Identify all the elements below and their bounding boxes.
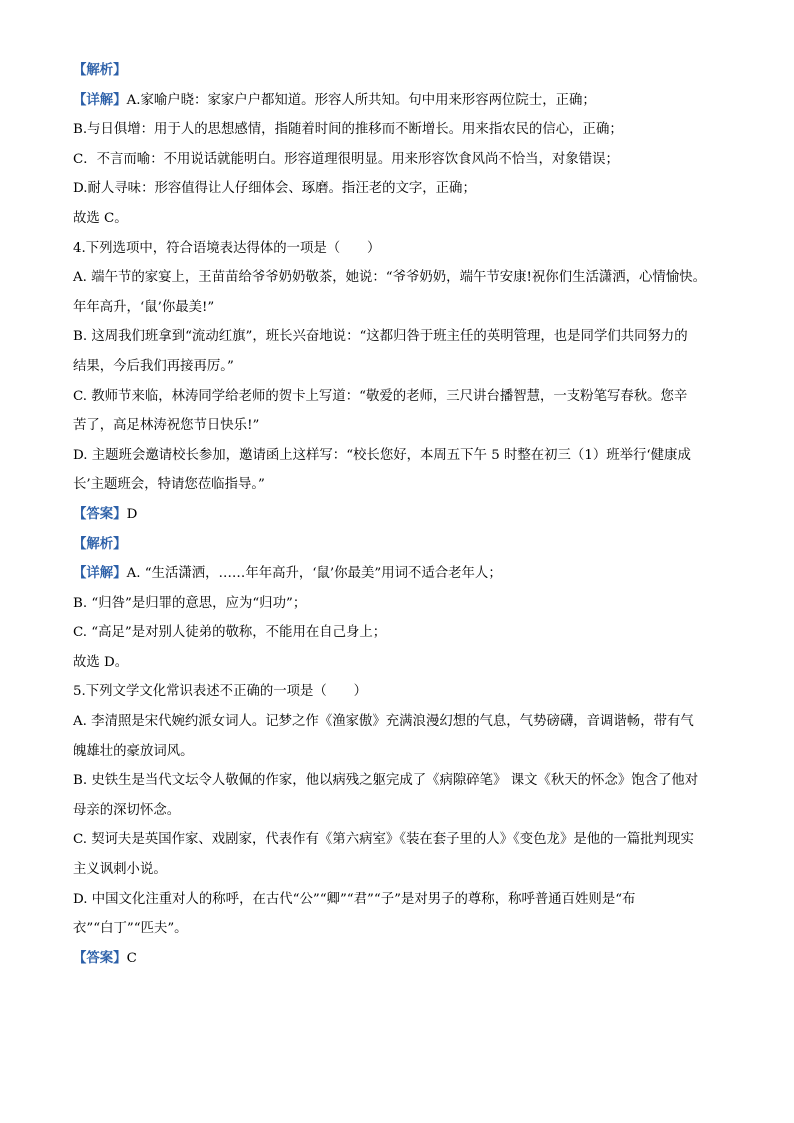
section-tag-label: 详解 xyxy=(86,92,114,108)
text-line: B. 史铁生是当代文坛令人敬佩的作家，他以病残之躯完成了《病隙碎笔》 课文《秋天的怀念》饱含了他对 xyxy=(73,773,699,789)
line-gap xyxy=(73,937,729,950)
tagged-line xyxy=(73,565,729,582)
line-gap xyxy=(73,493,729,506)
text-line: 母亲的深切怀念。 xyxy=(73,802,181,818)
section-heading xyxy=(73,62,729,79)
document-page xyxy=(73,62,729,967)
line-gap xyxy=(73,760,729,773)
text-line: C. 契诃夫是英国作家、戏剧家，代表作有《第六病室》《装在套子里的人》《变色龙》是他的一篇批判现实 xyxy=(73,832,694,848)
text-line: 魄雄壮的豪放词风。 xyxy=(73,743,194,759)
line-gap xyxy=(73,819,729,832)
section-tag: 【详解】 xyxy=(73,92,127,108)
section-tag-label: 答案 xyxy=(86,506,114,522)
tagged-line xyxy=(73,506,729,523)
text-line: 故选 D。 xyxy=(73,654,129,670)
tagged-line xyxy=(73,92,729,109)
line-text: A.家喻户晓：家家户户都知道。形容人所共知。句中用来形容两位院士，正确； xyxy=(126,92,596,108)
text-line: 5.下列文学文化常识表述不正确的一项是（ ） xyxy=(73,684,367,700)
section-tag: 【答案】 xyxy=(73,950,127,966)
tagged-line xyxy=(73,950,729,967)
text-line: C. 教师节来临，林涛同学给老师的贺卡上写道：“敬爱的老师，三尺讲台播智慧，一支粉笔写春秋。您辛 xyxy=(73,388,688,404)
line-text: A. “生活潇洒，……年年高升，‘鼠’你最美”用词不适合老年人； xyxy=(126,566,502,582)
line-gap xyxy=(73,908,729,921)
line-gap xyxy=(73,700,729,713)
line-gap xyxy=(73,553,729,566)
text-line: B.与日俱增：用于人的思想感情，指随着时间的推移而不断增长。用来指农民的信心，正确； xyxy=(73,122,623,138)
text-line: 结果，今后我们再接再厉。” xyxy=(73,358,234,374)
line-gap xyxy=(73,612,729,625)
text-line: 长’主题班会，特请您莅临指导。” xyxy=(73,477,265,493)
text-line: 年年高升，‘鼠’你最美!” xyxy=(73,299,215,315)
line-text: D xyxy=(126,506,138,522)
text-line: D. 中国文化注重对人的称呼，在古代“公”“卿”“君”“子”是对男子的尊称，称呼普通百姓则是“布 xyxy=(73,891,636,907)
text-line: 苦了，高足林涛祝您节日快乐!” xyxy=(73,418,260,434)
line-text: C xyxy=(126,950,137,966)
text-line: B. 这周我们班拿到“流动红旗”，班长兴奋地说：“这都归咎于班主任的英明管理，也是同学们共同努力的 xyxy=(73,329,688,345)
line-gap xyxy=(73,197,729,210)
section-tag: 【解析】 xyxy=(73,536,127,552)
text-line: 主义讽刺小说。 xyxy=(73,862,167,878)
line-gap xyxy=(73,316,729,329)
text-line: 故选 C。 xyxy=(73,210,128,226)
section-tag-label: 答案 xyxy=(86,950,114,966)
line-gap xyxy=(73,878,729,891)
line-gap xyxy=(73,79,729,92)
line-gap xyxy=(73,227,729,240)
line-gap xyxy=(73,138,729,151)
section-heading xyxy=(73,536,729,553)
line-gap xyxy=(73,641,729,654)
line-gap xyxy=(73,523,729,536)
section-tag-label: 解析 xyxy=(86,536,114,552)
line-gap xyxy=(73,405,729,418)
section-tag-label: 解析 xyxy=(86,63,114,78)
line-gap xyxy=(73,464,729,477)
line-gap xyxy=(73,789,729,802)
line-gap xyxy=(73,730,729,743)
line-gap xyxy=(73,345,729,358)
text-line: D.耐人寻味：形容值得让人仔细体会、琢磨。指汪老的文字，正确； xyxy=(73,181,476,197)
text-line: B. “归咎”是归罪的意思，应为“归功”； xyxy=(73,595,307,611)
line-gap xyxy=(73,257,729,270)
text-line: C．不言而喻：不用说话就能明白。形容道理很明显。用来形容饮食风尚不恰当，对象错误； xyxy=(73,151,619,167)
line-gap xyxy=(73,582,729,595)
text-line: D. 主题班会邀请校长参加，邀请函上这样写：“校长您好，本周五下午 5 时整在初三（1）班举行‘健康成 xyxy=(73,447,691,463)
text-line: A. 李清照是宋代婉约派女词人。记梦之作《渔家傲》充满浪漫幻想的气息，气势磅礴，音调谐畅，带有气 xyxy=(73,714,694,730)
line-gap xyxy=(73,286,729,299)
section-tag: 【解析】 xyxy=(73,63,127,78)
line-gap xyxy=(73,671,729,684)
text-line: C. “高足”是对别人徒弟的敬称，不能用在自己身上； xyxy=(73,625,387,641)
text-line: 衣”“白丁”“匹夫”。 xyxy=(73,921,188,937)
line-gap xyxy=(73,168,729,181)
text-line: 4.下列选项中，符合语境表达得体的一项是（ ） xyxy=(73,240,381,256)
text-line: A. 端午节的家宴上，王苗苗给爷爷奶奶敬茶，她说：“爷爷奶奶，端午节安康!祝你们生活潇洒，心情愉快。 xyxy=(73,270,706,286)
section-tag: 【答案】 xyxy=(73,506,127,522)
line-gap xyxy=(73,848,729,861)
section-tag: 【详解】 xyxy=(73,566,127,582)
section-tag-label: 详解 xyxy=(86,566,114,582)
line-gap xyxy=(73,375,729,388)
line-gap xyxy=(73,434,729,447)
line-gap xyxy=(73,109,729,122)
